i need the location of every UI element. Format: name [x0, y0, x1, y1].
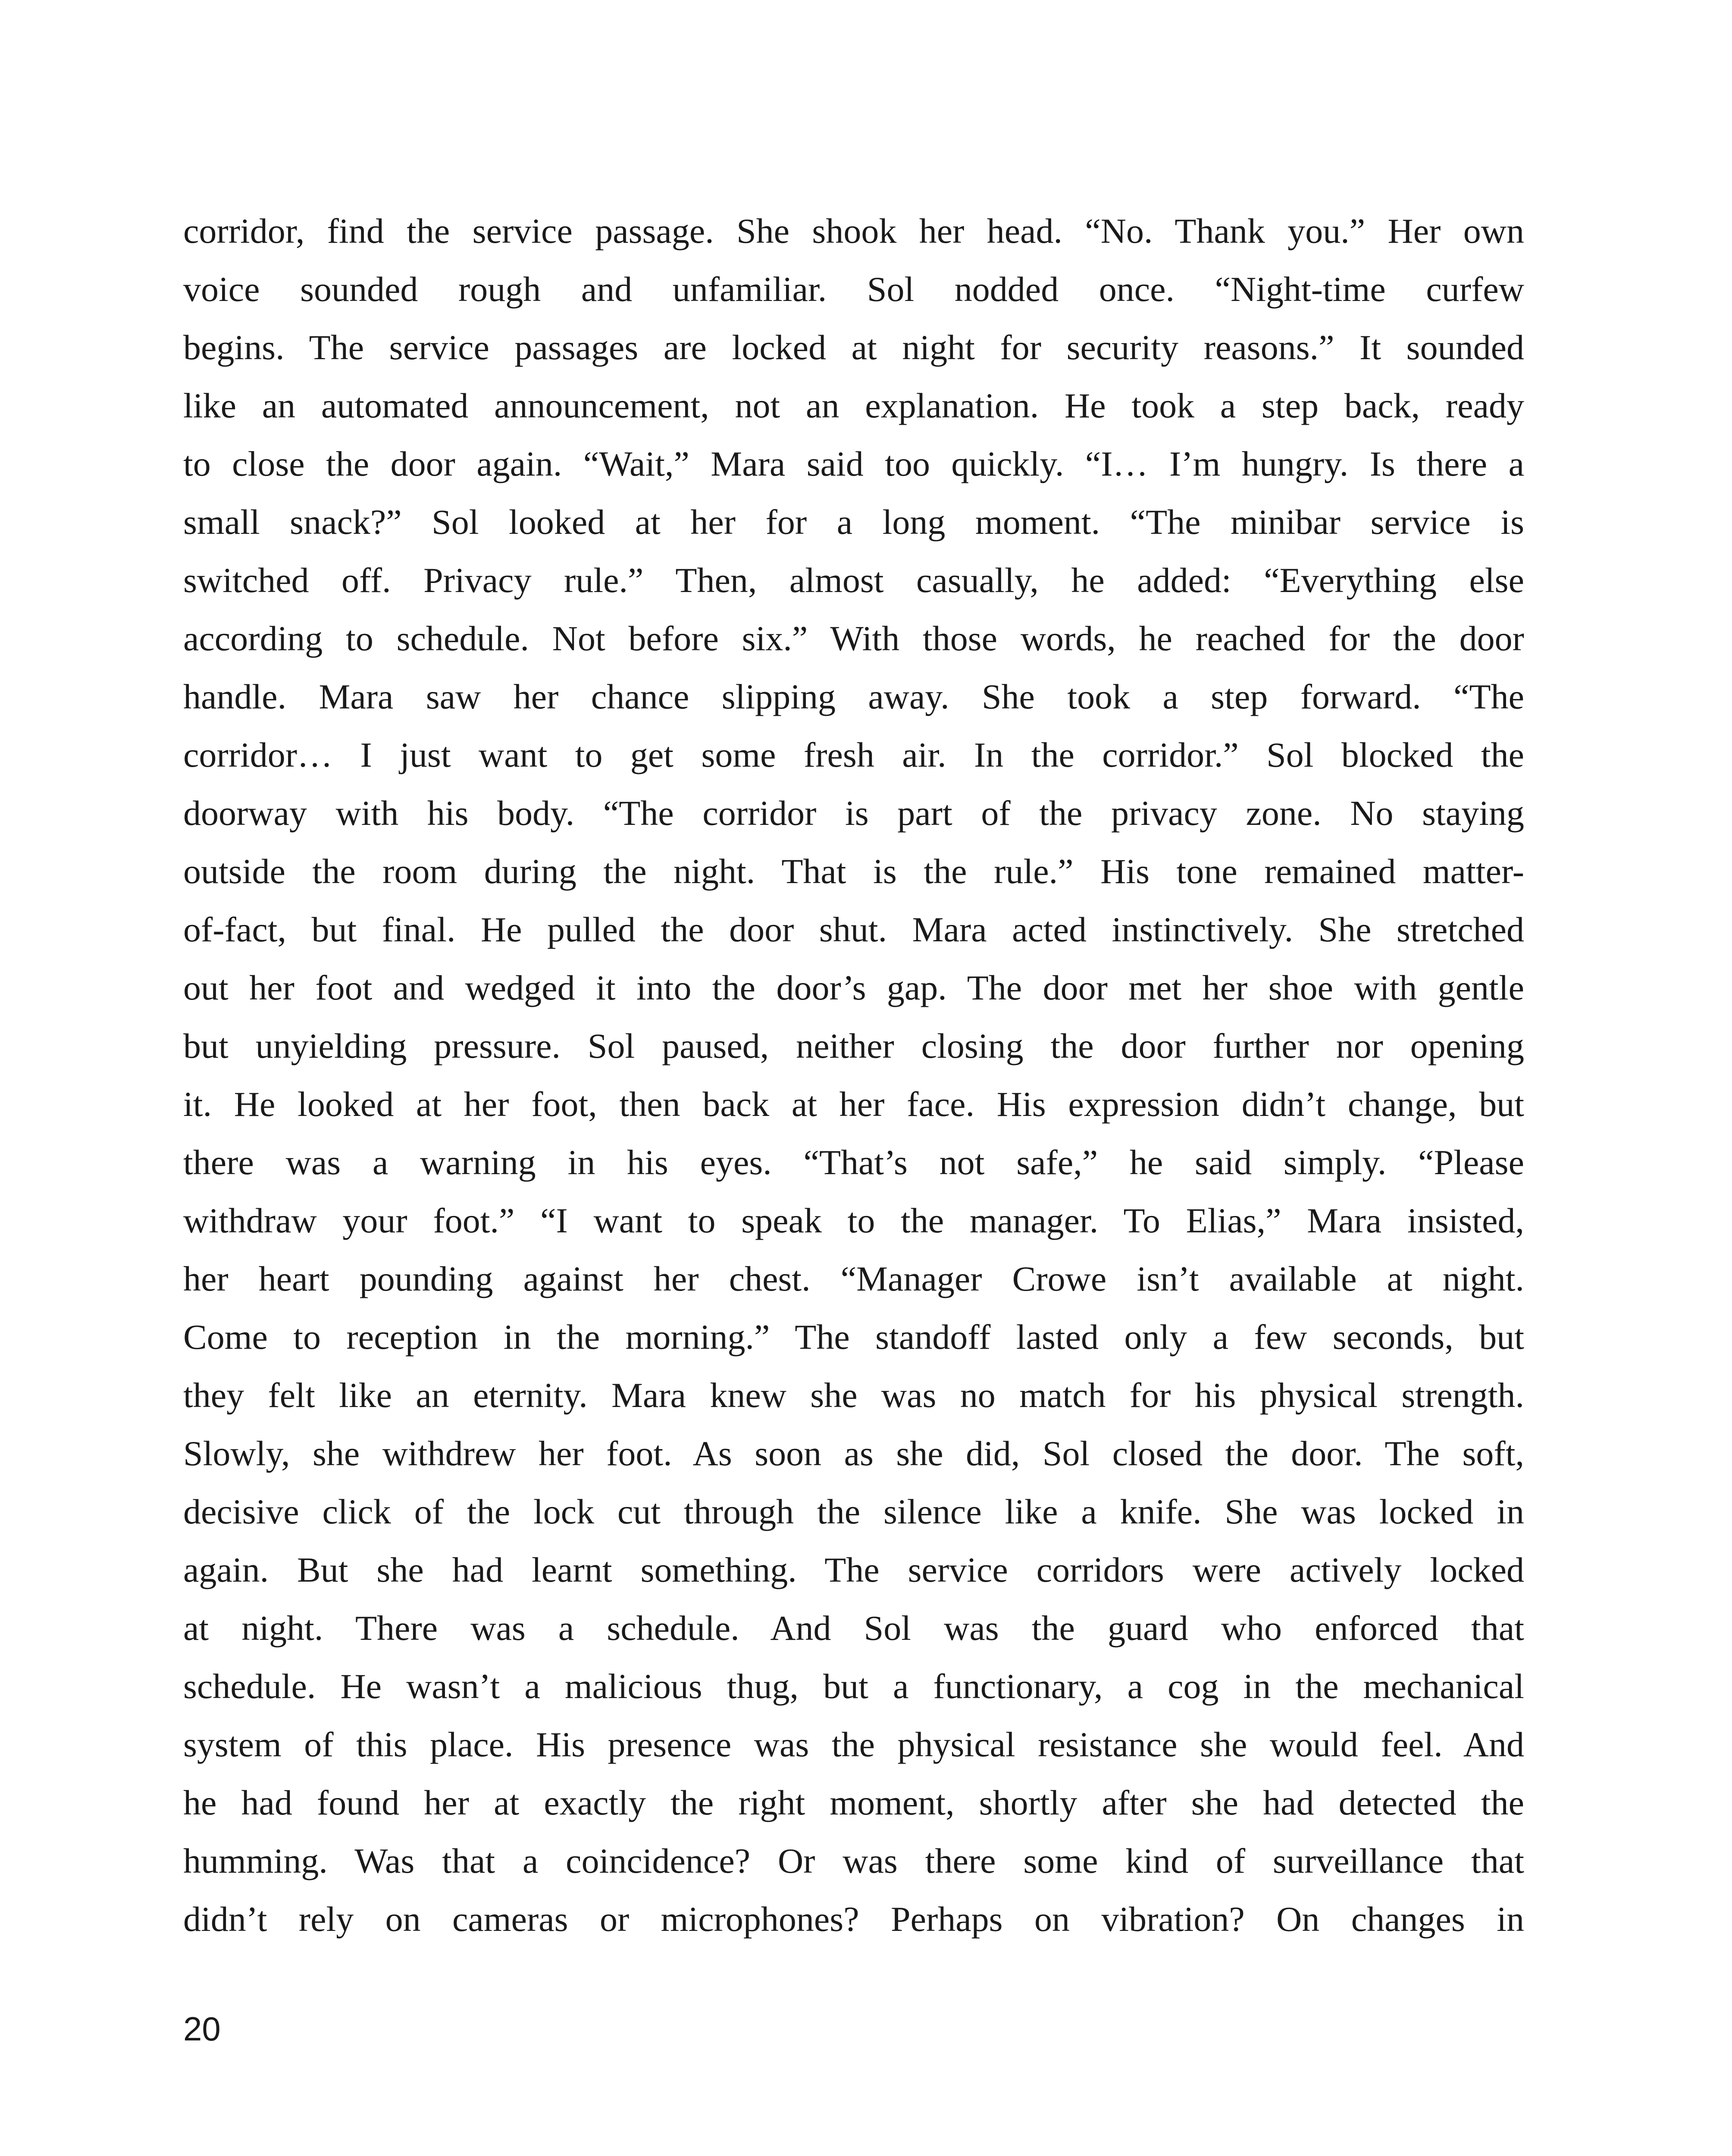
text-line: handle. Mara saw her chance slipping away. She took a step forward. “The [183, 677, 1524, 716]
text-line: outside the room during the night. That is the rule.” His tone remained matter- [183, 852, 1524, 891]
text-line: like an automated announcement, not an explanation. He took a step back, ready [183, 386, 1524, 425]
text-line: begins. The service passages are locked at night for security reasons.” It sounded [183, 328, 1524, 367]
text-line: system of this place. His presence was the physical resistance she would feel. And [183, 1725, 1524, 1764]
text-line: according to schedule. Not before six.” With those words, he reached for the door [183, 619, 1524, 658]
text-line: Slowly, she withdrew her foot. As soon as she did, Sol closed the door. The soft, [183, 1434, 1524, 1473]
text-line: out her foot and wedged it into the door’s gap. The door met her shoe with gentle [183, 968, 1524, 1007]
text-line: to close the door again. “Wait,” Mara said too quickly. “I… I’m hungry. Is there a [183, 444, 1524, 483]
text-line: of-fact, but final. He pulled the door shut. Mara acted instinctively. She stretched [183, 910, 1524, 949]
text-line: again. But she had learnt something. The service corridors were actively locked [183, 1550, 1524, 1589]
body-text [183, 202, 1524, 1948]
text-line: corridor, find the service passage. She shook her head. “No. Thank you.” Her own [183, 211, 1524, 251]
text-line: withdraw your foot.” “I want to speak to the manager. To Elias,” Mara insisted, [183, 1201, 1524, 1240]
text-line: voice sounded rough and unfamiliar. Sol nodded once. “Night-time curfew [183, 270, 1524, 309]
text-line: corridor… I just want to get some fresh air. In the corridor.” Sol blocked the [183, 735, 1524, 774]
text-line: he had found her at exactly the right moment, shortly after she had detected the [183, 1783, 1524, 1822]
text-line: there was a warning in his eyes. “That’s not safe,” he said simply. “Please [183, 1143, 1524, 1182]
text-line: at night. There was a schedule. And Sol was the guard who enforced that [183, 1608, 1524, 1648]
text-line: switched off. Privacy rule.” Then, almost casually, he added: “Everything else [183, 561, 1524, 600]
text-line: schedule. He wasn’t a malicious thug, but a functionary, a cog in the mechanical [183, 1667, 1524, 1706]
text-line: didn’t rely on cameras or microphones? Perhaps on vibration? On changes in [183, 1899, 1524, 1939]
text-line: they felt like an eternity. Mara knew she was no match for his physical strength. [183, 1376, 1524, 1415]
text-line: decisive click of the lock cut through the silence like a knife. She was locked in [183, 1492, 1524, 1531]
text-line: but unyielding pressure. Sol paused, neither closing the door further nor opening [183, 1026, 1524, 1065]
text-line: humming. Was that a coincidence? Or was there some kind of surveillance that [183, 1841, 1524, 1880]
text-line: Come to reception in the morning.” The standoff lasted only a few seconds, but [183, 1317, 1524, 1357]
text-line: her heart pounding against her chest. “Manager Crowe isn’t available at night. [183, 1259, 1524, 1298]
page-number: 20 [183, 2010, 221, 2048]
text-line: it. He looked at her foot, then back at her face. His expression didn’t change, but [183, 1084, 1524, 1124]
text-line: small snack?” Sol looked at her for a long moment. “The minibar service is [183, 502, 1524, 542]
text-line: doorway with his body. “The corridor is part of the privacy zone. No staying [183, 793, 1524, 833]
